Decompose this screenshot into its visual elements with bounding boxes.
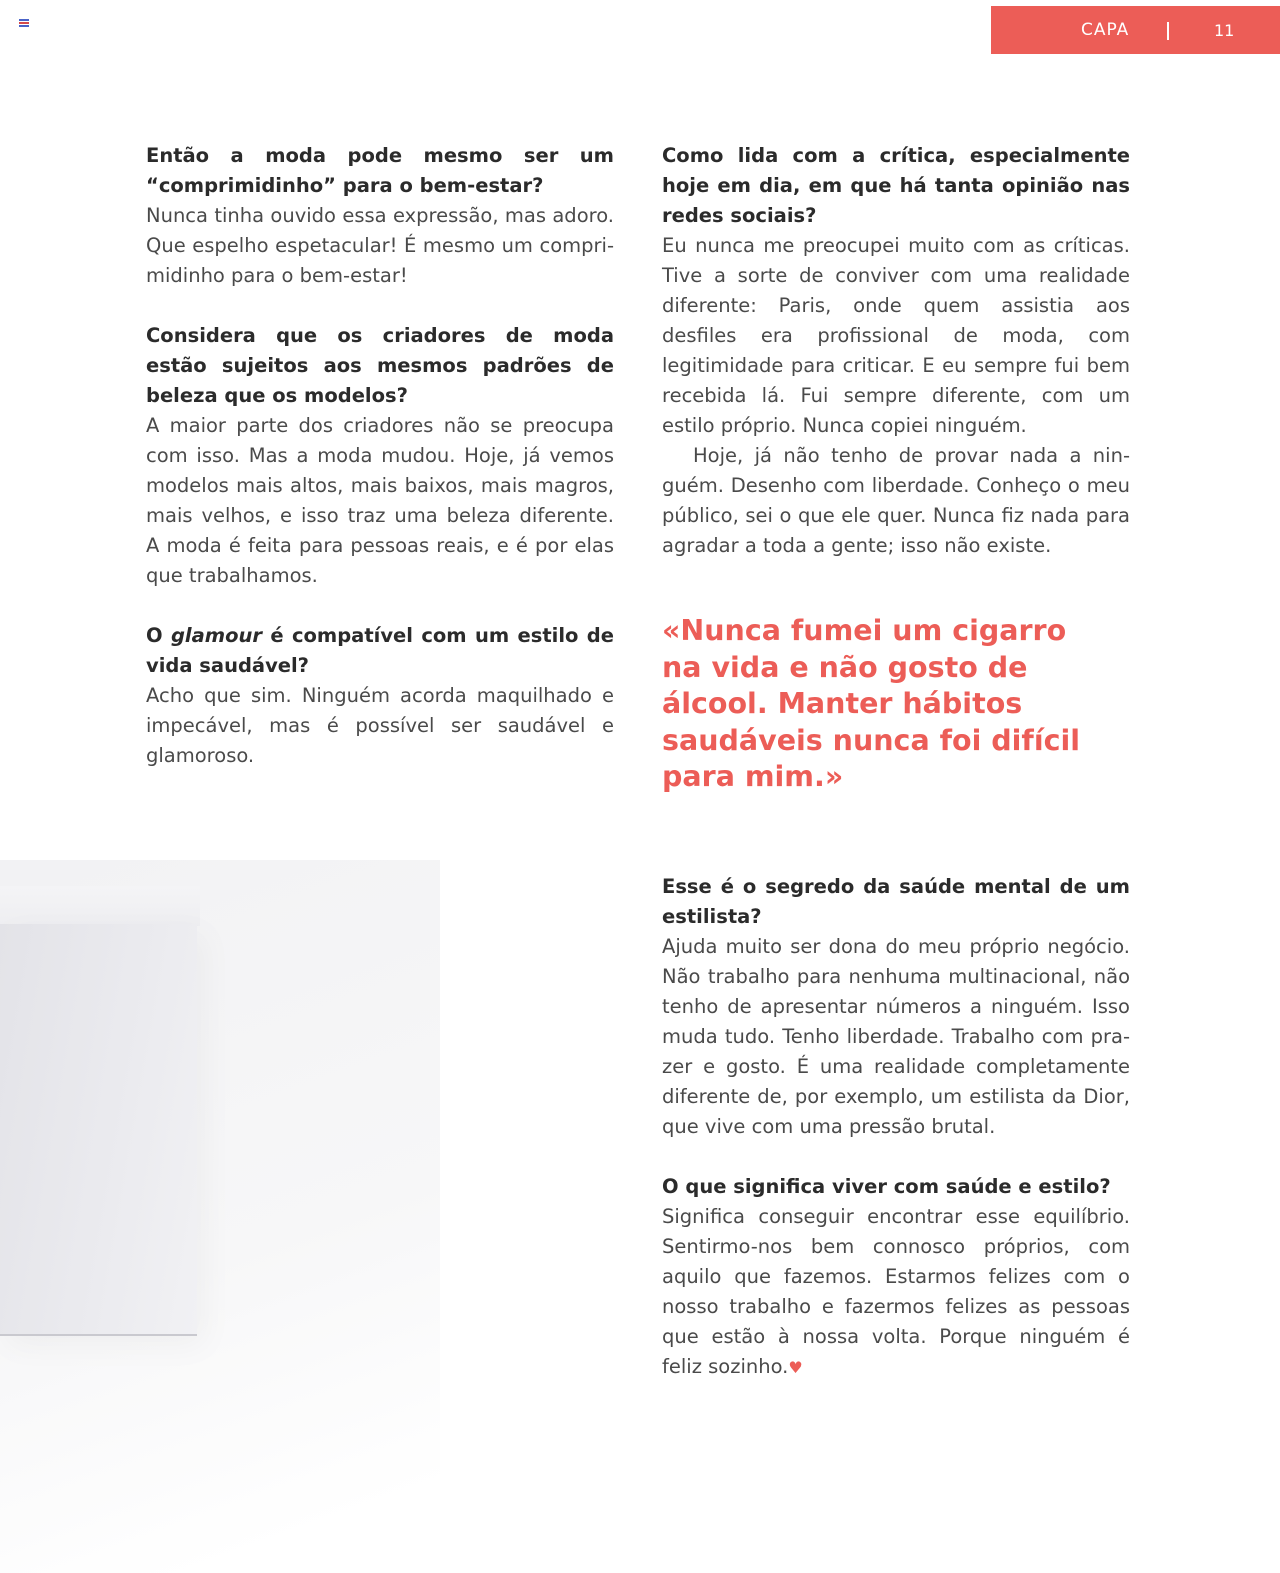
heart-icon: ♥ xyxy=(788,1357,803,1377)
question: Esse é o segredo da saúde mental de um estilista? xyxy=(662,874,1130,928)
answer: Nunca tinha ouvido essa expressão, mas adoro. Que espelho espetacular! É mesmo um comprimidinho para o bem-estar! xyxy=(146,204,614,287)
answer: Eu nunca me preocupei muito com as críticas. Tive a sorte de conviver com uma realidade diferente: Paris, onde quem assistia aos desfiles era profissional de moda, com legitimidade para criticar. E eu sempre fui bem recebida lá. Fui sempre diferente, com um estilo próprio. Nunca copiei ninguém. xyxy=(662,234,1130,437)
qa-block xyxy=(146,621,614,771)
pull-quote: «Nunca fumei um cigarro na vida e não gosto de álcool. Manter hábitos saudáveis nunca foi difícil para mim.» xyxy=(662,614,1081,793)
qa-block xyxy=(662,872,1130,1142)
section-header-tab xyxy=(991,6,1280,54)
right-column xyxy=(662,141,1130,1413)
header-divider xyxy=(1167,22,1169,40)
qa-block xyxy=(662,141,1130,561)
qa-block xyxy=(662,1172,1130,1383)
question xyxy=(146,621,614,681)
left-column xyxy=(146,141,614,801)
answer xyxy=(662,1202,1130,1383)
qa-block xyxy=(146,321,614,591)
question: Então a moda pode mesmo ser um “comprimidinho” para o bem-estar? xyxy=(146,144,614,197)
question-suffix: é compatível com um estilo de vida saudável? xyxy=(146,624,614,677)
question: O que significa viver com saúde e estilo? xyxy=(662,1174,1111,1198)
question-prefix: O xyxy=(146,624,171,647)
photo-box-top-face xyxy=(0,886,200,926)
section-label: CAPA xyxy=(1081,20,1130,40)
question: Considera que os criadores de moda estão sujeitos aos mesmos padrões de beleza que os modelos? xyxy=(146,324,614,407)
answer: Acho que sim. Ninguém acorda maquilhado e impecável, mas é possível ser saudável e glamoroso. xyxy=(146,684,614,767)
answer: Ajuda muito ser dona do meu próprio negócio. Não trabalho para nenhuma multinacional, não tenho de apresentar números a ninguém. Isso muda tudo. Tenho liberdade. Trabalho com prazer e gosto. É uma realidade completamente diferente de, por exemplo, um estilista da Dior, que vive com uma pressão brutal. xyxy=(662,934,1130,1138)
qa-block xyxy=(146,141,614,291)
page-number: 11 xyxy=(1214,21,1235,40)
menu-icon[interactable] xyxy=(19,19,29,27)
photo-box-front-face xyxy=(0,924,197,1336)
answer-text: Significa conseguir encontrar esse equilíbrio. Sentirmo-nos bem connosco próprios, com aquilo que fazemos. Estarmos felizes com o nosso trabalho e fazermos felizes as pessoas que estão à nossa volta. Porque ninguém é feliz sozinho. xyxy=(662,1204,1130,1378)
question: Como lida com a crítica, especialmente hoje em dia, em que há tanta opinião nas redes sociais? xyxy=(662,144,1130,227)
question-emphasis: glamour xyxy=(170,624,262,647)
answer: Hoje, já não tenho de provar nada a ninguém. Desenho com liberdade. Conheço o meu público, sei o que ele quer. Nunca fiz nada para agradar a toda a gente; isso não existe. xyxy=(662,444,1130,557)
answer: A maior parte dos criadores não se preocupa com isso. Mas a moda mudou. Hoje, já vemos modelos mais altos, mais baixos, mais magros, mais velhos, e isso traz uma beleza diferente. A moda é feita para pessoas reais, e é por elas que trabalhamos. xyxy=(146,414,614,587)
